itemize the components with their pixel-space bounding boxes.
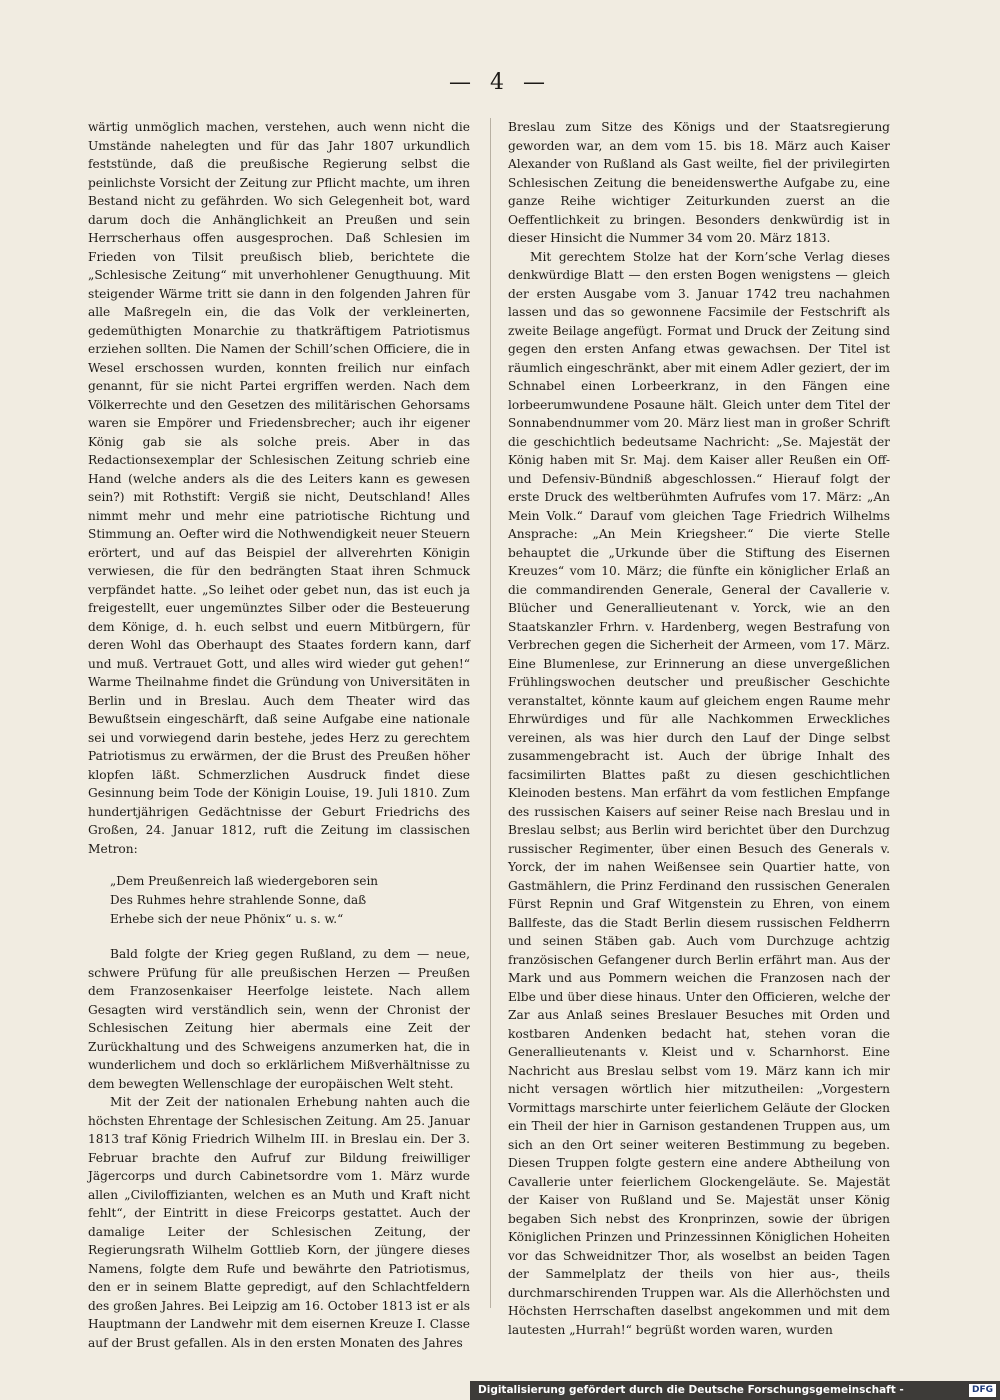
poem-line-1: „Dem Preußenreich laß wiedergeboren sein [110, 874, 379, 888]
right-paragraph-2: Mit gerechtem Stolze hat der Korn’sche Verlag dieses denkwürdige Blatt — den ersten Bogen wenigstens — gleich der ersten Ausgabe vom 3. Januar 1742 treu nachahmen lassen und das so gewonnene Facsimile der Festschrift als zweite Beilage angefügt. Format und Druck der Zeitung sind gegen den ersten Anfang etwas gewachsen. Der Titel ist räumlich eingeschränkt, aber mit einem Adler geziert, der im Schnabel einen Lorbeerkranz, in den Fängen eine lorbeerumwundene Posaune hält. Gleich unter dem Titel der Sonnabendnummer vom 20. März liest man in großer Schrift die geschichtlich bedeutsame Nachricht: „Se. Majestät der König haben mit Sr. Maj. dem Kaiser aller Reußen ein Off- und Defensiv-Bündniß abgeschlossen.“ Hierauf folgt der erste Druck des weltberühmten Aufrufes vom 17. März: „An Mein Volk.“ Darauf vom gleichen Tage Friedrich Wilhelms Ansprache: „An Mein Kriegsheer.“ Die vierte Stelle behauptet die „Urkunde über die Stiftung des Eisernen Kreuzes“ vom 10. März; die fünfte ein königlicher Erlaß an die commandirenden Generale, General der Cavallerie v. Blücher und Generallieutenant v. Yorck, wie an den Staatskanzler Frhrn. v. Hardenberg, wegen Bestrafung von Verbrechen gegen die Sicherheit der Armeen, vom 17. März. Eine Blumenlese, zur Erinnerung an diese unvergeßlichen Frühlingswochen deutscher und preußischer Geschichte veranstaltet, könnte kaum auf gleichem engen Raume mehr Ehrwürdiges und für alle Nachkommen Erweckliches vereinen, als was hier durch den Lauf der Dinge selbst zusammengebracht ist. Auch der übrige Inhalt des facsimilirten Blattes paßt zu diesen geschichtlichen Kleinoden bestens. Man erfährt da vom festlichen Empfange des russischen Kaisers auf seiner Reise nach Breslau und in Breslau selbst; aus Berlin wird berichtet über den Durchzug russischer Regimenter, über einen Besuch des Generals v. Yorck, der im nahen Weißensee sein Quartier hatte, von Gastmählern, die Prinz Ferdinand den russischen Generalen Fürst Repnin und Graf Witgenstein zu Ehren, von einem Ballfeste, das die Stadt Berlin diesem russischen Feldherrn und seinen Stäben gab. Auch vom Durchzuge achtzig französischen Gefangener durch Berlin erfährt man. Aus der Mark und aus Pommern weichen die Franzosen nach der Elbe und über diese hinaus. Unter den Officieren, welche der Zar aus Anlaß seines Breslauer Besuches mit Orden und kostbaren Andenken bedacht hat, stehen voran die Generallieutenants v. Kleist und v. Scharnhorst. Eine Nachricht aus Breslau selbst vom 19. März kann ich mir nicht versagen wörtlich hier mitzutheilen: „Vorgestern Vormittags marschirte unter feierlichem Geläute der Glocken ein Theil der hier in Garnison gestandenen Truppen aus, um sich an den Ort seiner weiteren Bestimmung zu begeben. Diesen Truppen folgte gestern eine andere Abtheilung von Cavallerie unter feierlichem Glockengeläute. Se. Majestät der Kaiser von Rußland und Se. Majestät unser König begaben Sich nebst des Kronprinzen, sowie der übrigen Königlichen Prinzen und Prinzessinnen Königlichen Hoheiten vor das Schweidnitzer Thor, als woselbst an beiden Tagen der Sammelplatz der theils von hier aus-, theils durchmarschirenden Truppen war. Als die Allerhöchsten und Höchsten Herrschaften daselbst angekommen und mit dem lautesten „Hurrah!“ begrüßt worden waren, wurden [508, 249, 890, 1337]
left-paragraph-1: wärtig unmöglich machen, verstehen, auch wenn nicht die Umstände nahelegten und für das Jahr 1807 urkundlich feststünde, daß die preußische Regierung selbst die peinlichste Vorsicht der Zeitung zur Pflicht machte, um ihren Bestand nicht zu gefährden. Wo sich Gelegenheit bot, ward darum doch die Anhänglichkeit an Preußen und sein Herrscherhaus offen ausgesprochen. Daß Schlesien im Frieden von Tilsit preußisch blieb, berichtete die „Schlesische Zeitung“ mit unverhohlener Genugthuung. Mit steigender Wärme tritt sie dann in den folgenden Jahren für alle Maßregeln ein, die das Volk der verkleinerten, gedemüthigten Monarchie zu thatkräftigem Patriotismus erziehen sollten. Die Namen der Schill’schen Officiere, die in Wesel erschossen wurden, konnten freilich nur einfach genannt, für sie nicht Partei ergriffen werden. Nach dem Völkerrechte und den Gesetzen des militärischen Gehorsams waren sie Empörer und Friedensbrecher; auch ihr eigener König gab sie als solche preis. Aber in das Redactionsexemplar der Schlesischen Zeitung schrieb eine Hand (welche anders als die des Leiters kann es gewesen sein?) mit Rothstift: Vergiß sie nicht, Deutschland! Alles nimmt mehr und mehr eine patriotische Richtung und Stimmung an. Oefter wird die Nothwendigkeit neuer Steuern erörtert, und auf das Beispiel der allverehrten Königin verwiesen, die für den bedrängten Staat ihren Schmuck verpfändet hatte. „So leihet oder gebet nun, das ist euch ja freigestellt, euer ungemünztes Silber oder die Besteuerung dem Könige, d. h. euch selbst und euern Mitbürgern, für deren Wohl das Oberhaupt des Staates fordern kann, darf und muß. Vertrauet Gott, und alles wird wieder gut gehen!“ Warme Theilnahme findet die Gründung von Universitäten in Berlin und in Breslau. Auch dem Theater wird das Bewußtsein eingeschärft, daß seine Aufgabe eine nationale sei und vorwiegend darin bestehe, jedes Herz zu gerechtem Patriotismus zu erwärmen, der die Brust des Preußen höher klopfen läßt. Schmerzlichen Ausdruck findet diese Gesinnung beim Tode der Königin Louise, 19. Juli 1810. Zum hundertjährigen Gedächtnisse der Geburt Friedrichs des Großen, 24. Januar 1812, ruft die Zeitung im classischen Metron: [88, 120, 470, 856]
poem-quote [110, 872, 470, 929]
poem-line-2: Des Ruhmes hehre strahlende Sonne, daß [110, 893, 367, 907]
page-number: — 4 — [449, 70, 551, 95]
left-paragraph-3: Mit der Zeit der nationalen Erhebung nahten auch die höchsten Ehrentage der Schlesischen Zeitung. Am 25. Januar 1813 traf König Friedrich Wilhelm III. in Breslau ein. Der 3. Februar brachte den Aufruf zur Bildung freiwilliger Jägercorps und durch Cabinetsordre vom 1. März wurde allen „Civiloffizianten, welchen es an Muth und Kraft nicht fehlt“, der Eintritt in diese Freicorps gestattet. Auch der damalige Leiter der Schlesischen Zeitung, der Regierungsrath Wilhelm Gottlieb Korn, der jüngere dieses Namens, folgte dem Rufe und bewährte den Patriotismus, den er in seinem Blatte gepredigt, auf den Schlachtfeldern des großen Jahres. Bei Leipzig am 16. October 1813 ist er als Hauptmann der Landwehr mit dem eisernen Kreuze I. Classe auf der Brust gefallen. Als in den ersten Monaten des Jahres [88, 1095, 470, 1350]
digitization-footer [470, 1381, 1000, 1400]
left-paragraph-2: Bald folgte der Krieg gegen Rußland, zu dem — neue, schwere Prüfung für alle preußischen Herzen — Preußen dem Franzosenkaiser Heerfolge leistete. Nach allem Gesagten wird verständlich sein, wenn der Chronist der Schlesischen Zeitung hier abermals eine Zeit der Zurückhaltung und des Schweigens anzumerken hat, die in wunderlichem und doch so erklärlichem Mißverhältnisse zu dem bewegten Wellenschlage der europäischen Welt steht. [88, 947, 470, 1091]
right-paragraph-1: Breslau zum Sitze des Königs und der Staatsregierung geworden war, an dem vom 15. bis 18. März auch Kaiser Alexander von Rußland als Gast weilte, fiel der privilegirten Schlesischen Zeitung die beneidenswerthe Aufgabe zu, eine ganze Reihe wichtiger Zeiturkunden zuerst an die Oeffentlichkeit zu bringen. Besonders denkwürdig ist in dieser Hinsicht die Nummer 34 vom 20. März 1813. [508, 120, 890, 245]
dfg-logo: DFG [969, 1384, 996, 1397]
right-column [508, 118, 890, 1339]
poem-line-3: Erhebe sich der neue Phönix“ u. s. w.“ [110, 912, 344, 926]
left-column [88, 118, 470, 1352]
column-divider [490, 118, 491, 1308]
footer-text: Digitalisierung gefördert durch die Deutsche Forschungsgemeinschaft - [478, 1384, 904, 1396]
